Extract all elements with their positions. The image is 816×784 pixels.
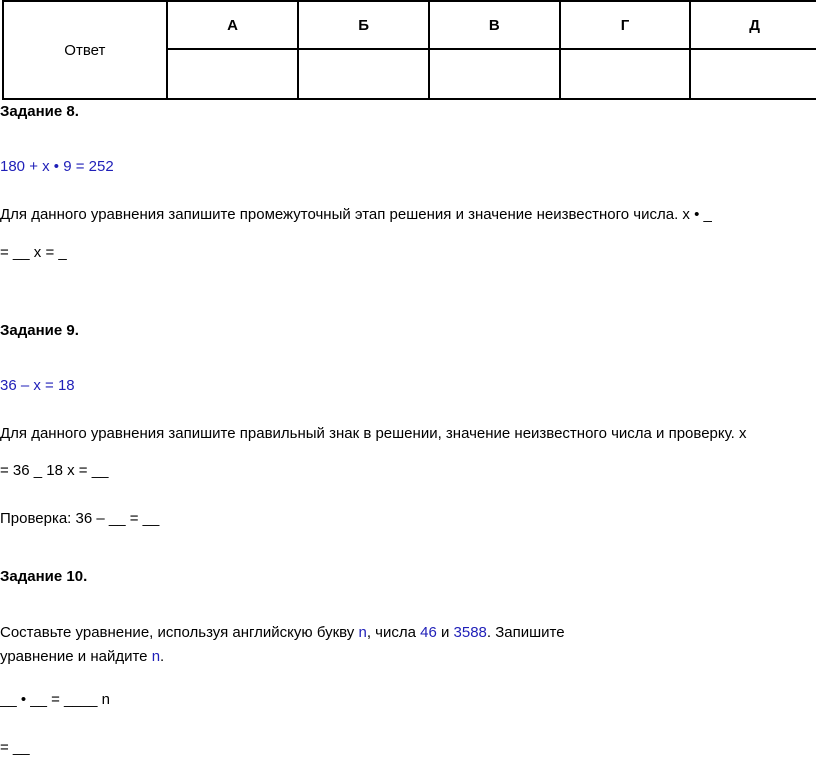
answer-table xyxy=(2,0,816,100)
task10-text-part1: Составьте уравнение, используя английскую букву xyxy=(0,624,359,641)
column-header-b: Б xyxy=(298,1,429,49)
answer-cell-d[interactable] xyxy=(690,49,816,99)
task10-text-part4: . Запишите xyxy=(486,624,565,641)
task9-answer-line: = 36 _ 18 х = __ xyxy=(0,462,109,479)
task8-equation: 180 + x • 9 = 252 xyxy=(0,158,114,175)
task8-answer-line: = __ х = _ xyxy=(0,244,67,261)
answer-cell-g[interactable] xyxy=(560,49,691,99)
answer-cell-v[interactable] xyxy=(429,49,560,99)
column-header-v: В xyxy=(429,1,560,49)
column-header-g: Г xyxy=(560,1,691,49)
task10-number1: 46 xyxy=(420,624,437,641)
task10-answer-line1: __ • __ = ____ n xyxy=(0,691,110,708)
task8-title: Задание 8. xyxy=(0,103,79,120)
task10-text-line2 xyxy=(0,648,164,665)
task9-equation: 36 – x = 18 xyxy=(0,377,75,394)
task9-instruction: Для данного уравнения запишите правильный знак в решении, значение неизвестного числа и проверку. х xyxy=(0,425,747,442)
task10-number2: 3588 xyxy=(453,624,487,641)
answer-row-label: Ответ xyxy=(3,1,167,99)
task10-text-part2: , числа xyxy=(366,624,421,641)
task10-text-line2-text: уравнение и найдите xyxy=(0,648,152,665)
task8-instruction: Для данного уравнения запишите промежуточный этап решения и значение неизвестного числа. х • _ xyxy=(0,206,712,223)
task9-check-line: Проверка: 36 – __ = __ xyxy=(0,510,160,527)
column-header-d: Д xyxy=(690,1,816,49)
task10-letter: n xyxy=(358,624,367,641)
task10-period: . xyxy=(160,648,165,665)
answer-cell-a[interactable] xyxy=(167,49,299,99)
column-header-a: А xyxy=(167,1,299,49)
task10-letter2: n xyxy=(151,648,161,665)
task9-title: Задание 9. xyxy=(0,322,79,339)
task10-answer-line2: = __ xyxy=(0,739,30,756)
task10-text-part3: и xyxy=(436,624,454,641)
task10-text-line1 xyxy=(0,624,565,641)
task10-title: Задание 10. xyxy=(0,568,88,585)
answer-cell-b[interactable] xyxy=(298,49,429,99)
